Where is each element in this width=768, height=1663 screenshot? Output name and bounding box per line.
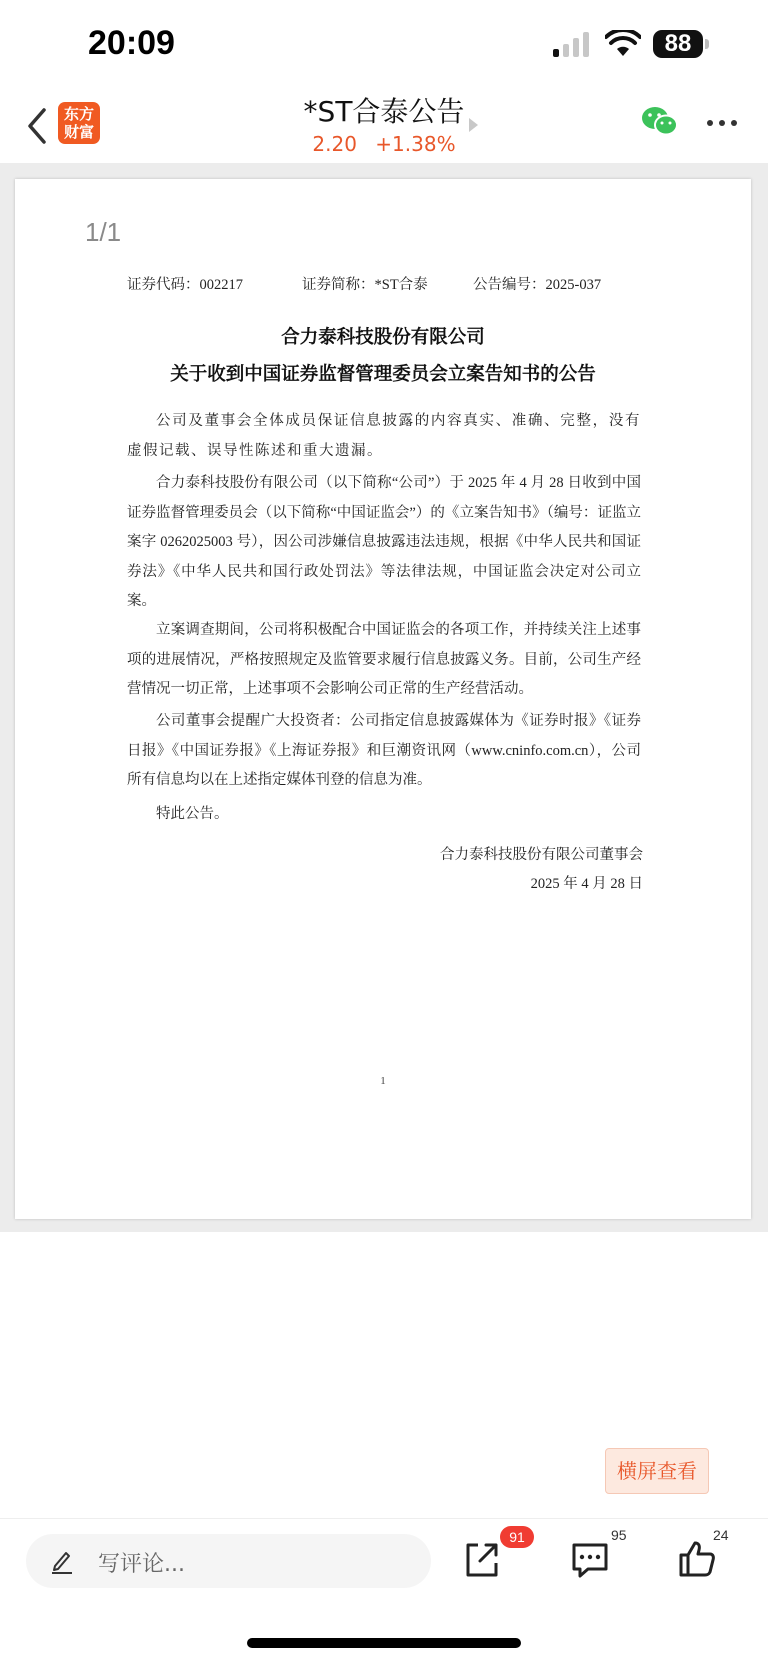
logo-line-1: 东方 (63, 105, 94, 123)
app-header (0, 90, 768, 162)
security-code: 证券代码：002217 (127, 277, 243, 293)
expand-triangle-icon[interactable] (469, 118, 478, 132)
announcement-number: 公告编号：2025-037 (473, 277, 602, 293)
company-title: 合力泰科技股份有限公司 (281, 328, 485, 348)
status-time: 20:09 (88, 24, 175, 62)
stock-price: 2.20 (312, 132, 357, 156)
signature-date: 2025 年 4 月 28 日 (530, 876, 643, 892)
cellular-signal-icon (553, 32, 593, 58)
comment-icon[interactable] (568, 1537, 612, 1581)
document-page (15, 179, 751, 1219)
share-icon[interactable] (460, 1537, 504, 1581)
more-options-icon[interactable] (705, 108, 739, 138)
home-indicator[interactable] (247, 1638, 521, 1648)
disclaimer-paragraph: 公司及董事会全体成员保证信息披露的内容真实、准确、完整，没有虚假记载、误导性陈述和重大遗漏。 (127, 413, 641, 459)
pen-icon (50, 1548, 74, 1574)
body-paragraph-2: 立案调查期间，公司将积极配合中国证监会的各项工作，并持续关注上述事项的进展情况，严格按照规定及监管要求履行信息披露义务。目前，公司生产经营情况一切正常，上述事项不会影响公司正常的生产经营活动。 (127, 622, 641, 697)
title-block[interactable] (200, 90, 568, 156)
like-count: 24 (713, 1527, 729, 1543)
landscape-view-button[interactable]: 横屏查看 (605, 1448, 709, 1494)
comment-placeholder: 写评论... (98, 1552, 185, 1577)
thumbs-up-icon[interactable] (675, 1537, 719, 1581)
stock-quote (200, 132, 568, 156)
page-indicator: 1/1 (85, 217, 122, 247)
wifi-icon (605, 30, 641, 58)
share-count-badge: 91 (500, 1526, 534, 1548)
comment-count: 95 (611, 1527, 627, 1543)
security-abbreviation: 证券简称：*ST合泰 (302, 277, 428, 293)
document-viewer[interactable] (0, 163, 768, 1232)
comment-input[interactable] (26, 1534, 431, 1588)
battery-indicator: 88 (653, 30, 703, 58)
logo-line-2: 财富 (63, 123, 94, 141)
stock-change: +1.38% (375, 132, 456, 156)
signature-organization: 合力泰科技股份有限公司董事会 (440, 847, 643, 863)
status-bar (0, 0, 768, 90)
body-paragraph-3: 公司董事会提醒广大投资者：公司指定信息披露媒体为《证券时报》《证券日报》《中国证券报》《上海证券报》和巨潮资讯网（www.cninfo.com.cn），公司所有信息均以在上述指定媒体刊登的信息为准。 (127, 713, 641, 788)
page-footer-number: 1 (380, 1075, 386, 1087)
eastmoney-logo[interactable] (58, 102, 100, 144)
page-title: *ST合泰公告 (303, 95, 465, 128)
back-arrow-icon[interactable] (24, 106, 52, 146)
closing-line: 特此公告。 (156, 806, 229, 822)
notice-title: 关于收到中国证券监督管理委员会立案告知书的公告 (170, 365, 596, 385)
battery-tip (705, 39, 709, 49)
wechat-share-icon[interactable] (640, 104, 680, 138)
body-paragraph-1: 合力泰科技股份有限公司（以下简称“公司”）于 2025 年 4 月 28 日收到中国证券监督管理委员会（以下简称“中国证监会”）的《立案告知书》（编号：证监立案字 0262025003 号），因公司涉嫌信息披露违法违规，根据《中华人民共和国证券法》《中华人民共和国行政处罚法》等法律法规，中国证监会决定对公司立案。 (127, 475, 641, 609)
